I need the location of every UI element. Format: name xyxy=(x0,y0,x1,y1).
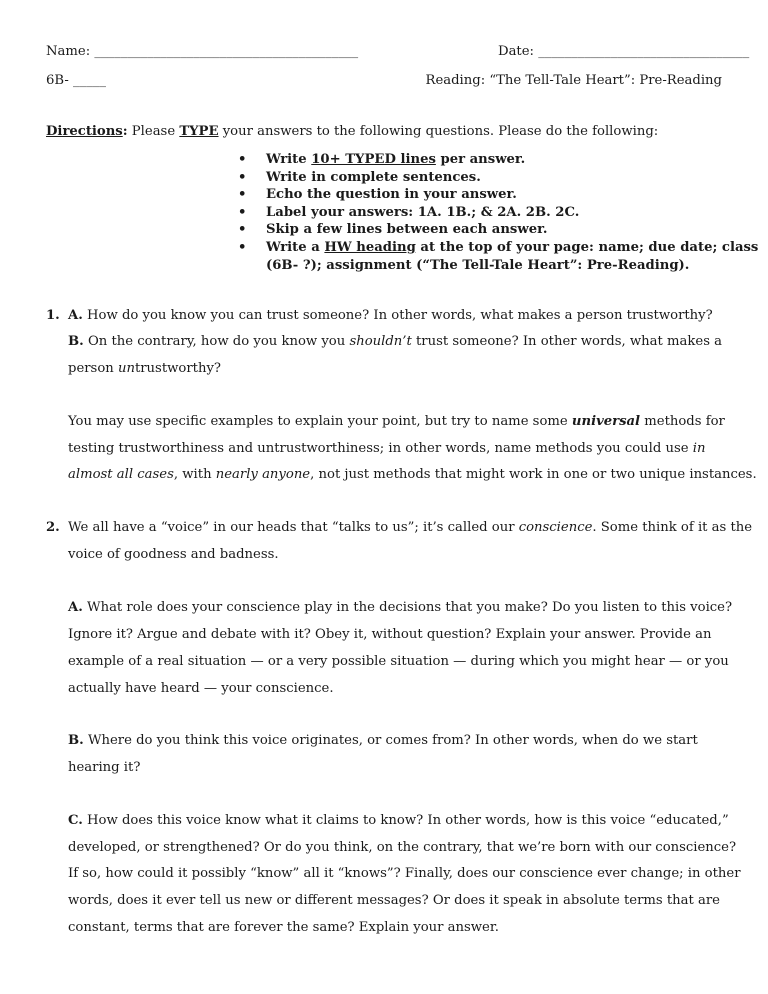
bullet-icon: • xyxy=(238,152,247,167)
bullet-icon: • xyxy=(238,204,247,220)
name-field[interactable] xyxy=(46,44,358,59)
directions: Directions: Please TYPE your answers to the following questions. Please do the following: xyxy=(46,124,659,139)
directions-label: Directions xyxy=(46,124,123,139)
question-1b: B. On the contrary, how do you know you shouldn’t trust someone? In other words, what makes a xyxy=(68,334,723,349)
class-field[interactable] xyxy=(46,73,106,88)
question-2a: A. What role does your conscience play in the decisions that you make? Do you listen to this voice? xyxy=(68,600,733,615)
name-blank: ________________________________________ xyxy=(94,44,359,59)
question-2-intro: We all have a “voice” in our heads that “talks to us”; it’s called our conscience. Some think of it as the xyxy=(68,520,753,535)
question-2b-line: hearing it? xyxy=(68,760,141,775)
question-2c-line: words, does it ever tell us new or different messages? Or does it speak in absolute terms that are xyxy=(68,893,720,908)
bullet-icon: • xyxy=(238,222,247,238)
question-2c: C. How does this voice know what it claims to know? In other words, how is this voice “educated,” xyxy=(68,813,729,828)
question-2c-line: If so, how could it possibly “know” all it “knows”? Finally, does our conscience ever change; in other xyxy=(68,866,741,881)
class-blank: _____ xyxy=(73,73,106,88)
question-2b: B. Where do you think this voice originates, or comes from? In other words, when do we start xyxy=(68,733,698,748)
question-1-note: You may use specific examples to explain your point, but try to name some universal methods for xyxy=(68,414,725,429)
list-item: • Write 10+ TYPED lines per answer. xyxy=(238,152,526,167)
question-2-number: 2. xyxy=(46,520,60,535)
question-2c-line: constant, terms that are forever the same? Explain your answer. xyxy=(68,920,499,935)
question-2a-line: Ignore it? Argue and debate with it? Obey it, without question? Explain your answer. Provide an xyxy=(68,627,712,642)
date-label: Date: xyxy=(498,44,534,59)
class-label: 6B- xyxy=(46,73,69,88)
list-item: • Write in complete sentences. xyxy=(238,169,481,185)
question-1-number: 1. xyxy=(46,308,60,323)
reading-title: Reading: “The Tell-Tale Heart”: Pre-Reading xyxy=(425,73,722,88)
question-1b-cont: person untrustworthy? xyxy=(68,361,221,376)
list-item: • Skip a few lines between each answer. xyxy=(238,222,548,238)
question-2a-line: example of a real situation — or a very possible situation — during which you might hear — or you xyxy=(68,654,729,669)
question-1a: A. How do you know you can trust someone? In other words, what makes a person trustworthy? xyxy=(68,308,713,323)
type-emphasis: TYPE xyxy=(179,124,219,139)
list-item: • Echo the question in your answer. xyxy=(238,187,517,203)
bullet-icon: • xyxy=(238,239,247,255)
question-1-note: almost all cases, with nearly anyone, not just methods that might work in one or two unique instances. xyxy=(68,467,757,482)
date-blank: ________________________________ xyxy=(538,44,750,59)
question-1-note: testing trustworthiness and untrustworthiness; in other words, name methods you could use in xyxy=(68,441,706,456)
name-label: Name: xyxy=(46,44,91,59)
bullet-icon: • xyxy=(238,187,247,203)
date-field[interactable] xyxy=(498,44,749,59)
question-2a-line: actually have heard — your conscience. xyxy=(68,681,334,696)
instruction-list xyxy=(238,151,758,274)
list-item: • Label your answers: 1A. 1B.; & 2A. 2B. 2C. xyxy=(238,204,580,220)
question-2c-line: developed, or strengthened? Or do you think, on the contrary, that we’re born with our conscience? xyxy=(68,840,737,855)
bullet-icon: • xyxy=(238,169,247,185)
question-2-intro: voice of goodness and badness. xyxy=(68,547,279,562)
list-item: • Write a HW heading at the top of your page: name; due date; class (6B- ?); assignment (“The Tell-Tale Heart”: Pre-Reading). xyxy=(238,239,759,273)
